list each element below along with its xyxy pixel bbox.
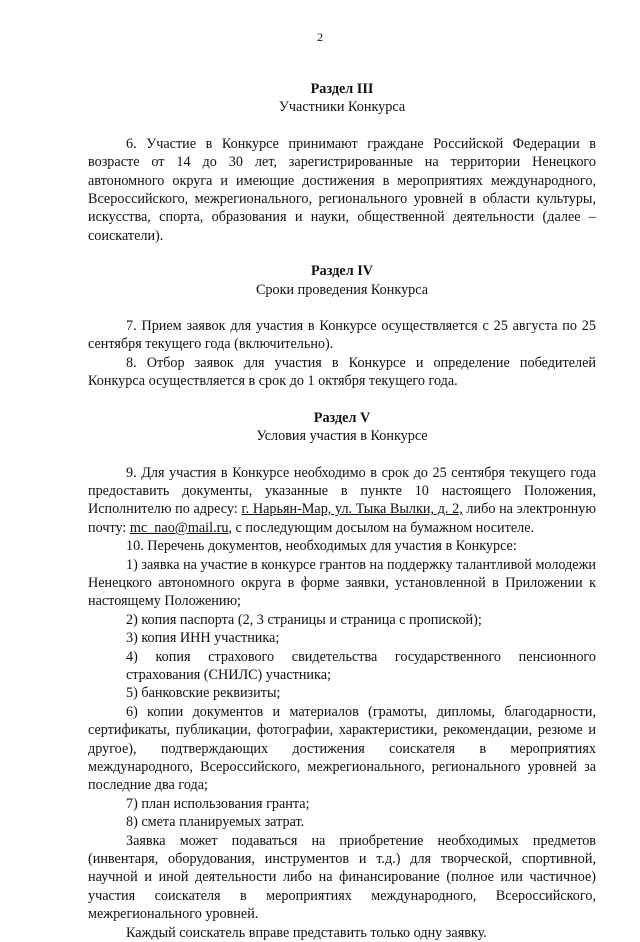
- page-number: 2: [317, 30, 323, 44]
- paragraph-9-start: 9. Для участия в Конкурсе необходимо в срок до 25 сентября текущего года предоставить документы, указанные в пункте 10 настоящего Положения, Исполнителю по адресу:: [88, 464, 596, 518]
- email-link[interactable]: mc_nao@mail.ru: [129, 519, 229, 536]
- list-item: 3) копия ИНН участника;: [126, 630, 280, 647]
- paragraph-application: Заявка может подаваться на приобретение необходимых предметов (инвентаря, оборудования, инструментов и т.д.) для творческой, спортивной, научной и иной деятельности либо на финансирование (полное или частичное) участия соискателя в мероприятиях международного, Всероссийского, межрегионального уровней.: [88, 832, 596, 923]
- section-4-subtitle: Сроки проведения Конкурса: [255, 281, 429, 298]
- paragraph-one-application: Каждый соискатель вправе представить только одну заявку.: [126, 924, 487, 941]
- paragraph-10: 10. Перечень документов, необходимых для участия в Конкурсе:: [126, 538, 517, 555]
- spacer: [88, 391, 596, 409]
- section-5-title: Раздел V: [313, 409, 371, 426]
- paragraph-9-end: , с последующим досылом на бумажном носителе.: [228, 519, 535, 536]
- address-text: г. Нарьян-Мар, ул. Тыка Вылки, д. 2,: [241, 501, 463, 518]
- section-3-subtitle: Участники Конкурса: [278, 99, 406, 116]
- list-item: 1) заявка на участие в конкурсе грантов на поддержку талантливой молодежи Ненецкого автономного округа в форме заявки, установленной в Приложении к настоящему Положению;: [88, 556, 596, 610]
- paragraph-6: 6. Участие в Конкурсе принимают граждане Российской Федерации в возрасте от 14 до 30 лет, зарегистрированные на территории Ненецкого автономного округа и имеющие достижения в мероприятиях международного, Всероссийского, межрегионального, регионального уровней в области культуры, искусства, спорта, образования и науки, общественной деятельности (далее – соискатели).: [88, 135, 596, 244]
- list-item: 4) копия страхового свидетельства государственного пенсионного страхования (СНИЛС) участника;: [126, 648, 596, 683]
- spacer: [88, 245, 596, 262]
- section-5-subtitle: Условия участия в Конкурсе: [256, 428, 428, 445]
- paragraph-9-mid: либо на электронную почту:: [88, 501, 597, 536]
- paragraph-7: 7. Прием заявок для участия в Конкурсе осуществляется с 25 августа по 25 сентября текущего года (включительно).: [88, 318, 596, 353]
- section-4-title: Раздел IV: [311, 263, 373, 280]
- section-3-title: Раздел III: [310, 81, 374, 97]
- list-item: 5) банковские реквизиты;: [126, 685, 281, 702]
- list-item: 7) план использования гранта;: [126, 795, 310, 812]
- list-item: 6) копии документов и материалов (грамоты, дипломы, благодарности, сертификаты, публикации, фотографии, характеристики, рекомендации, резюме и другое), подтверждающих достижения соискателя в мероприятиях международного, Всероссийского, межрегионального, регионального уровней за последние два года;: [88, 703, 596, 794]
- document-body: [88, 80, 596, 942]
- paragraph-8: 8. Отбор заявок для участия в Конкурсе и определение победителей Конкурса осуществляется в срок до 1 октября текущего года.: [88, 354, 596, 390]
- paragraph-9: [88, 464, 596, 538]
- list-item: 8) смета планируемых затрат.: [126, 814, 305, 831]
- list-item: 2) копия паспорта (2, 3 страницы и страница с пропиской);: [126, 611, 482, 628]
